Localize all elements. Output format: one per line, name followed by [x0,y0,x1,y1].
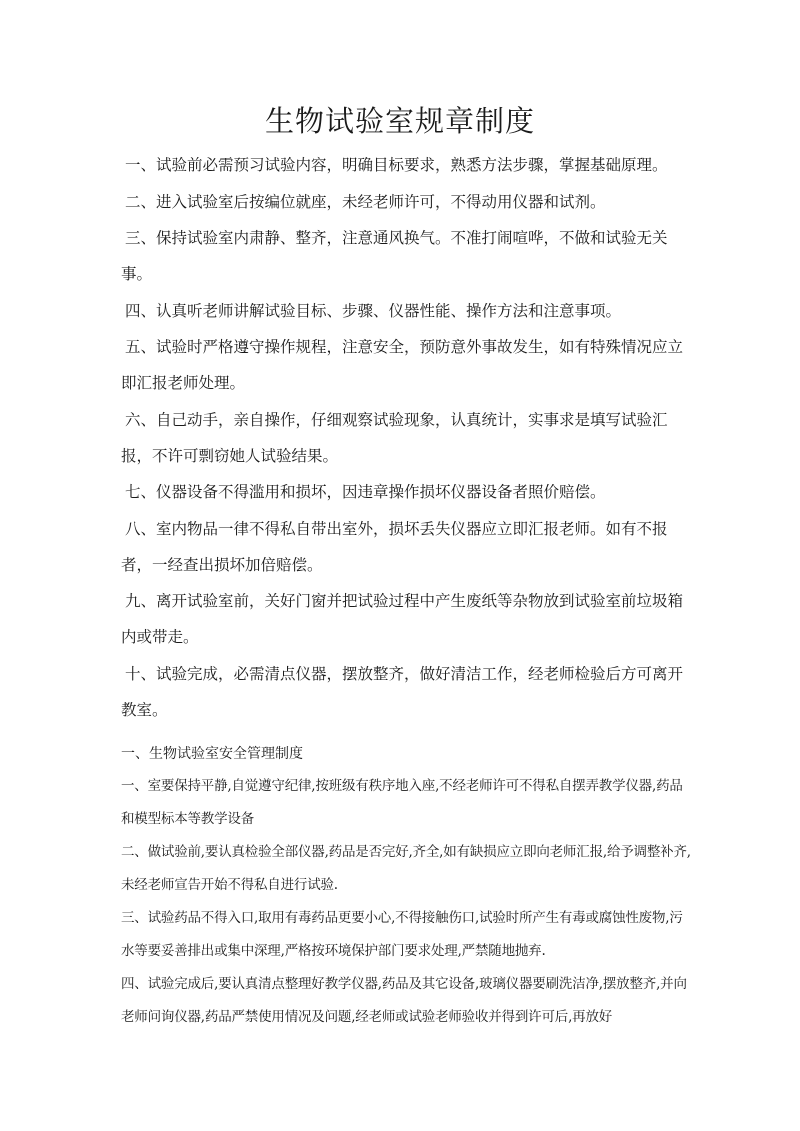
rules-list [121,147,691,728]
rule-item: 二、进入试验室后按编位就座，未经老师许可，不得动用仪器和试剂。 [125,192,606,211]
safety-section-heading: 一、生物试验室安全管理制度 [121,746,303,762]
rule-item: 十、试验完成，必需清点仪器，摆放整齐，做好清洁工作，经老师检验后方可离开教室。 [121,664,684,719]
document-title: 生物试验室规章制度 [264,104,535,138]
rule-item: 三、保持试验室内肃静、整齐，注意通风换气。不准打闹喧哗，不做和试验无关事。 [121,229,668,283]
rule-item: 六、自己动手，亲自操作，仔细观察试验现象，认真统计，实事求是填写试验汇报，不许可剽窃她人试验结果。 [121,410,668,465]
rule-item: 一、试验前必需预习试验内容，明确目标要求，熟悉方法步骤，掌握基础原理。 [125,156,668,174]
rule-item: 五、试验时严格遵守操作规程，注意安全，预防意外事故发生，如有特殊情况应立即汇报老师处理。 [121,338,684,392]
rule-item: 九、离开试验室前，关好门窗并把试验过程中产生废纸等杂物放到试验室前垃圾箱内或带走。 [121,592,684,646]
rule-item: 八、室内物品一律不得私自带出室外，损坏丢失仪器应立即汇报老师。如有不报者，一经查出损坏加倍赔偿。 [121,519,668,574]
safety-rule-item: 一、室要保持平静,自觉遵守纪律,按班级有秩序地入座,不经老师许可不得私自摆弄教学仪器,药品和模型标本等教学设备 [121,778,683,827]
safety-rules-list [121,770,691,1034]
rule-item: 四、认真听老师讲解试验目标、步骤、仪器性能、操作方法和注意事项。 [125,301,622,320]
safety-rule-item: 三、试验药品不得入口,取用有毒药品更要小心,不得接触伤口,试验时所产生有毒或腐蚀性废物,污水等要妥善排出或集中深理,严格按环境保护部门要求处理,严禁随地抛弃. [121,910,683,959]
rule-item: 七、仪器设备不得滥用和损坏，因违章操作损坏仪器设备者照价赔偿。 [125,483,606,501]
safety-rule-item: 四、试验完成后,要认真清点整理好教学仪器,药品及其它设备,玻璃仪器要刷洗洁净,摆放整齐,并向老师问询仪器,药品严禁使用情况及问题,经老师或试验老师验收并得到许可后,再放好 [121,976,687,1025]
safety-rule-item: 二、做试验前,要认真检验全部仪器,药品是否完好,齐全,如有缺损应立即向老师汇报,给予调整补齐,未经老师宣告开始不得私自进行试验. [121,844,691,893]
